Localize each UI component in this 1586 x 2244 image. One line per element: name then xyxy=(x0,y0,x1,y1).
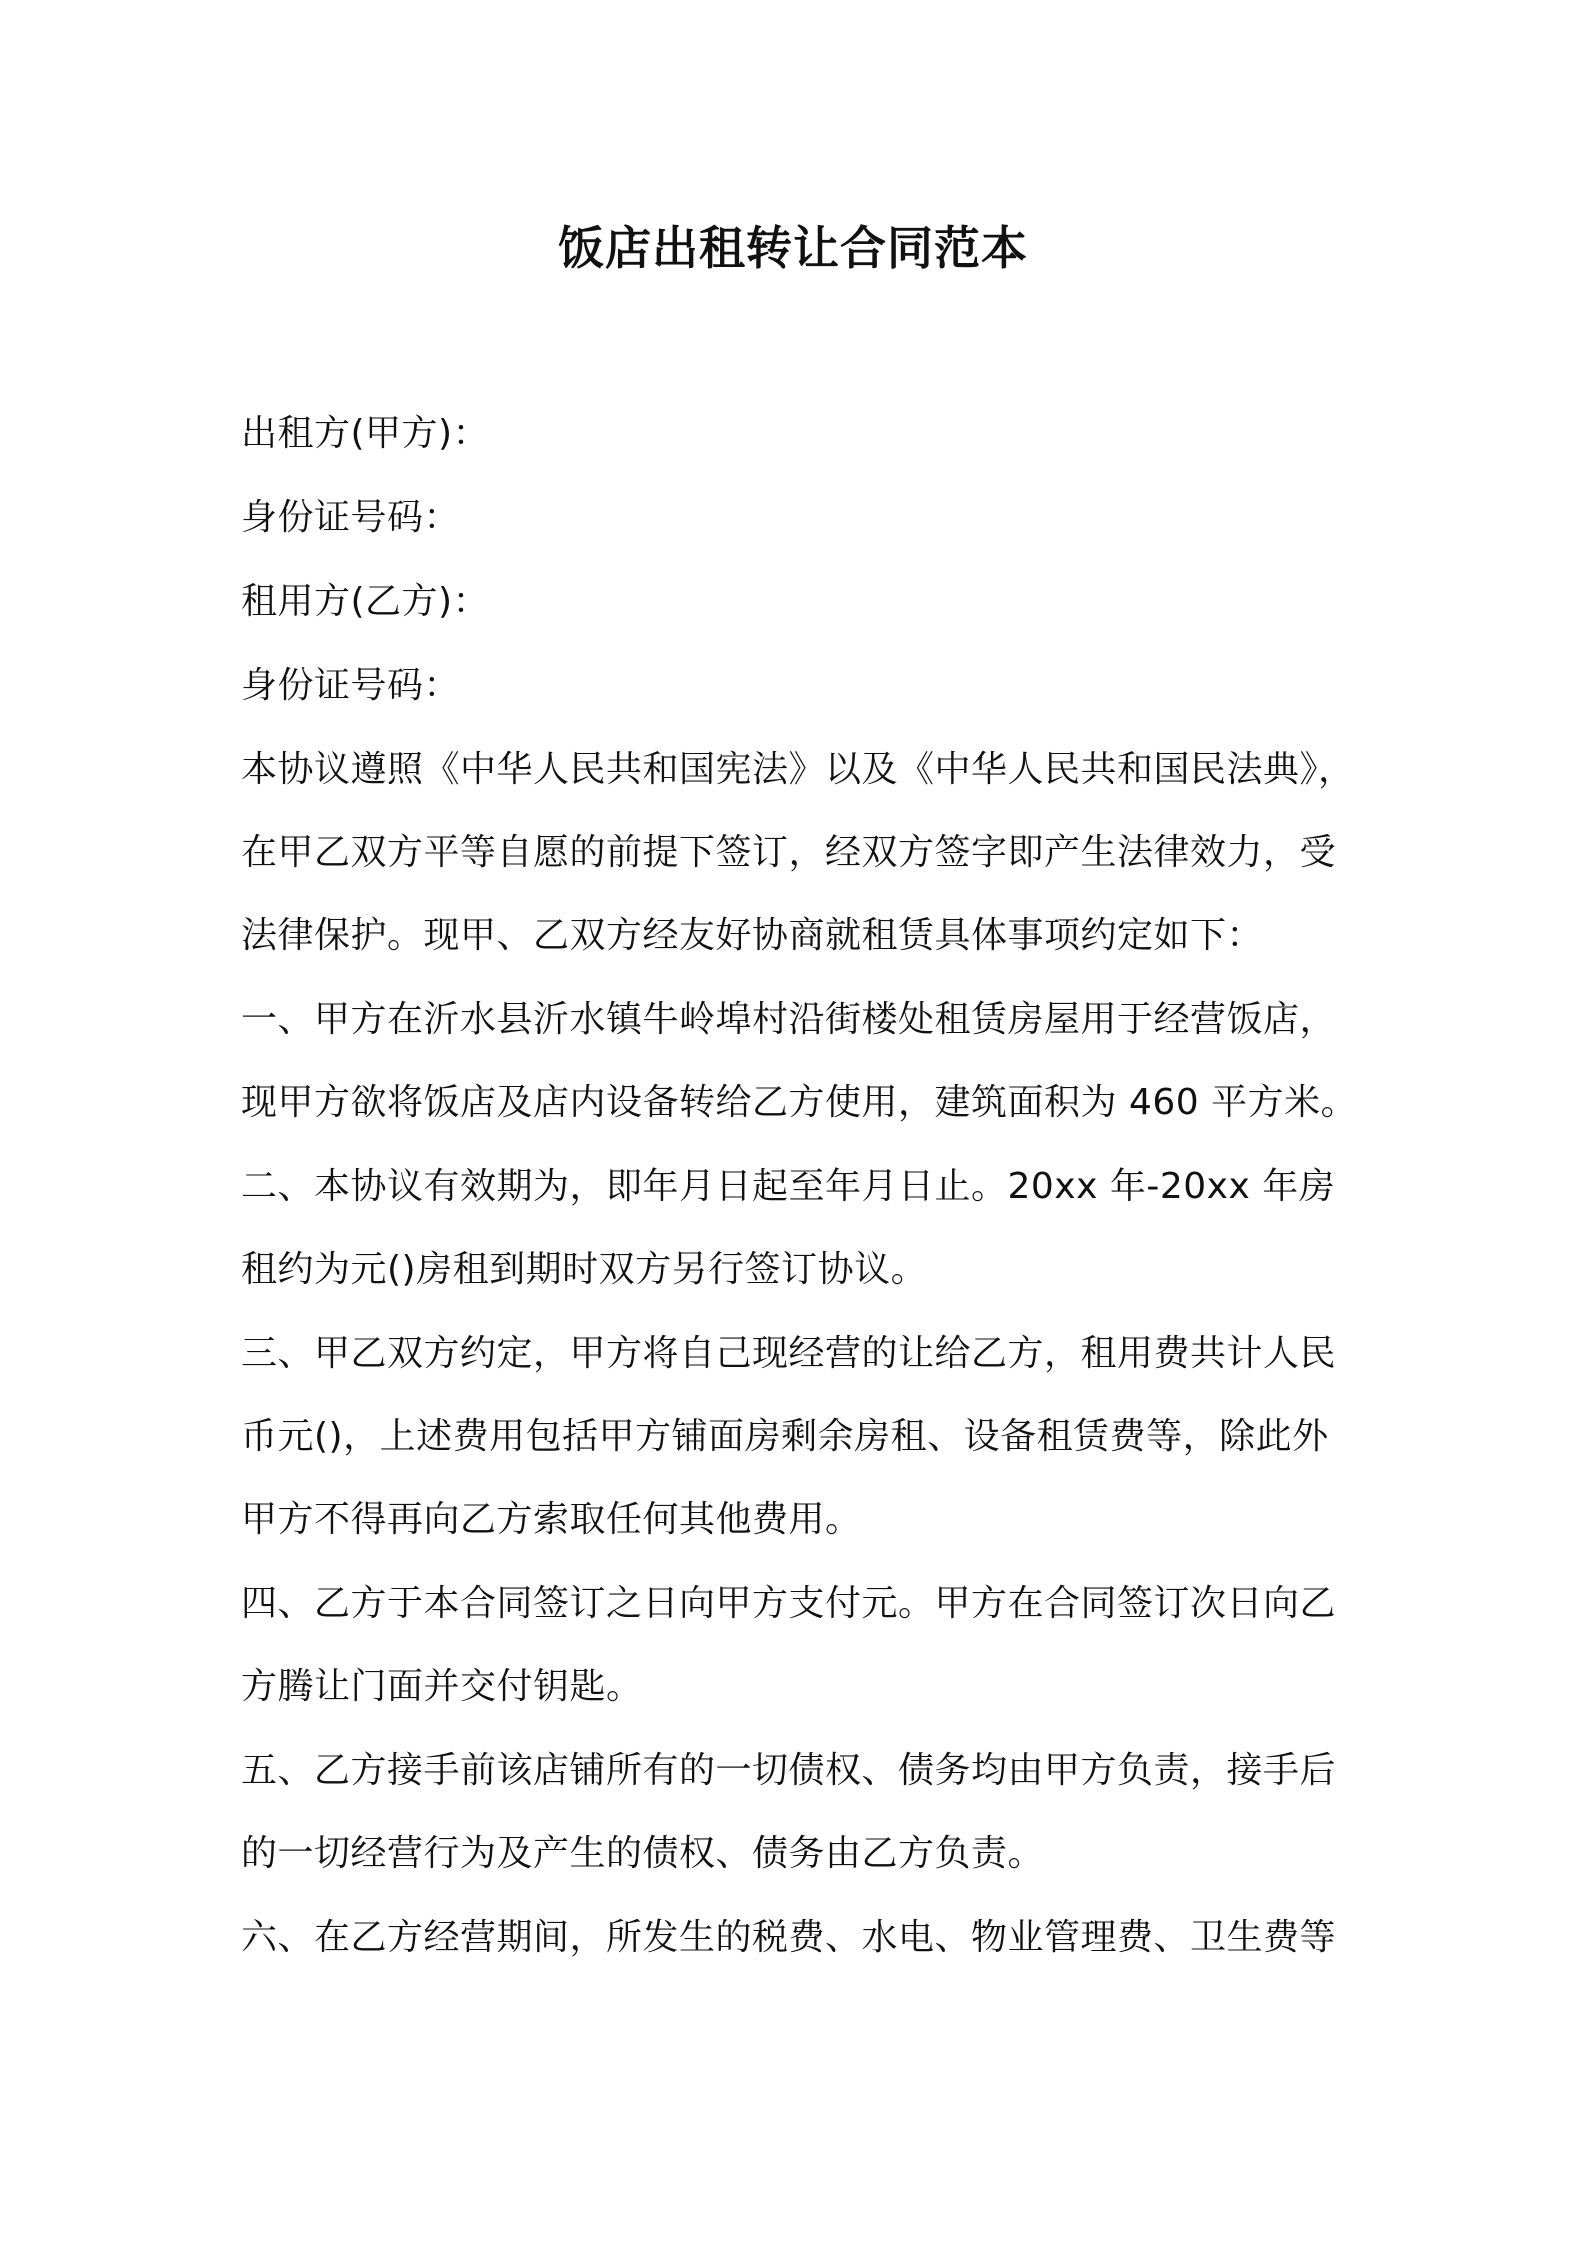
clause-3-line: 币元()，上述费用包括甲方铺面房剩余房租、设备租赁费等，除此外 xyxy=(241,1416,1329,1457)
clause-5-line: 五、乙方接手前该店铺所有的一切债权、债务均由甲方负责，接手后 xyxy=(241,1750,1337,1791)
party-b-id-line: 身份证号码： xyxy=(241,665,461,706)
preamble-line: 在甲乙双方平等自愿的前提下签订，经双方签字即产生法律效力，受 xyxy=(241,832,1337,873)
party-a-id-line: 身份证号码： xyxy=(241,497,461,538)
preamble-line: 法律保护。现甲、乙双方经友好协商就租赁具体事项约定如下： xyxy=(241,915,1264,956)
clause-3-line: 三、甲乙双方约定，甲方将自己现经营的让给乙方，租用费共计人民 xyxy=(241,1333,1337,1374)
preamble-line: 本协议遵照《中华人民共和国宪法》以及《中华人民共和国民法典》， xyxy=(241,749,1355,790)
clause-4-line: 方腾让门面并交付钥匙。 xyxy=(241,1666,643,1707)
party-a-line: 出租方(甲方)： xyxy=(241,413,490,454)
clause-6-line: 六、在乙方经营期间，所发生的税费、水电、物业管理费、卫生费等 xyxy=(241,1917,1337,1958)
clause-1-line: 一、甲方在沂水县沂水镇牛岭埠村沿街楼处租赁房屋用于经营饭店， xyxy=(241,999,1337,1040)
clause-5-line: 的一切经营行为及产生的债权、债务由乙方负责。 xyxy=(241,1833,1045,1874)
clause-2-line: 租约为元()房租到期时双方另行签订协议。 xyxy=(241,1249,928,1290)
clause-2-line: 二、本协议有效期为，即年月日起至年月日止。20xx 年-20xx 年房 xyxy=(241,1166,1336,1207)
clause-4-line: 四、乙方于本合同签订之日向甲方支付元。甲方在合同签订次日向乙 xyxy=(241,1583,1337,1624)
clause-1-line: 现甲方欲将饭店及店内设备转给乙方使用，建筑面积为 460 平方米。 xyxy=(241,1082,1358,1123)
party-b-line: 租用方(乙方)： xyxy=(241,581,490,622)
clause-3-line: 甲方不得再向乙方索取任何其他费用。 xyxy=(241,1499,862,1540)
document-title: 饭店出租转让合同范本 xyxy=(558,221,1028,275)
